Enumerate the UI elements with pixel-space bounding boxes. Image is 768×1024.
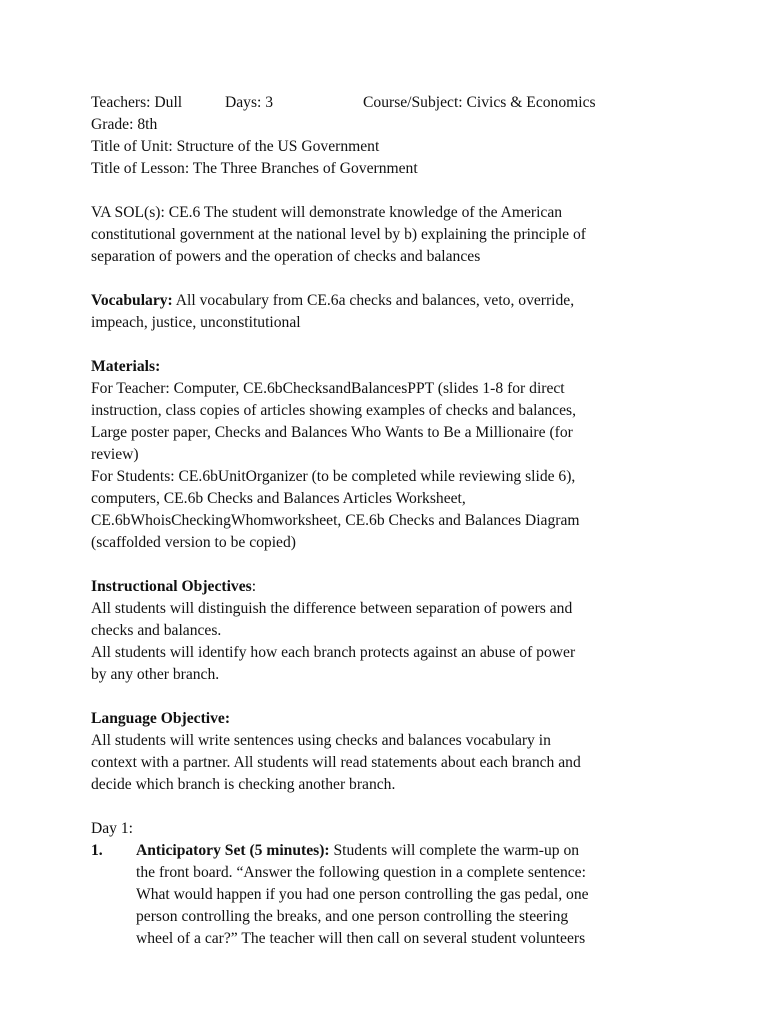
sol-line: VA SOL(s): CE.6 The student will demonstrate knowledge of the American — [91, 204, 563, 221]
vocabulary-section — [91, 290, 711, 334]
item-number: 1. — [91, 842, 103, 859]
materials-line: Large poster paper, Checks and Balances Who Wants to Be a Millionaire (for — [91, 424, 573, 441]
day1-list — [91, 840, 711, 950]
materials-section — [91, 356, 711, 554]
language-objective-line: All students will write sentences using checks and balances vocabulary in — [91, 732, 551, 749]
heading-colon: : — [251, 578, 257, 595]
materials-line: CE.6bWhoisCheckingWhomworksheet, CE.6b Checks and Balances Diagram — [91, 512, 580, 529]
materials-line: review) — [91, 446, 139, 463]
objective-line: checks and balances. — [91, 622, 222, 639]
grade-field: Grade: 8th — [91, 116, 158, 133]
teachers-field: Teachers: Dull — [91, 94, 183, 111]
lesson-title: Title of Lesson: The Three Branches of Government — [91, 160, 418, 177]
objective-line: All students will identify how each branch protects against an abuse of power — [91, 644, 576, 661]
item-text-line: person controlling the breaks, and one person controlling the steering — [136, 908, 569, 925]
materials-line: For Students: CE.6bUnitOrganizer (to be completed while reviewing slide 6), — [91, 468, 576, 485]
objective-line: by any other branch. — [91, 666, 220, 683]
days-field: Days: 3 — [225, 94, 274, 111]
materials-line: computers, CE.6b Checks and Balances Articles Worksheet, — [91, 490, 466, 507]
vocabulary-text: impeach, justice, unconstitutional — [91, 314, 301, 331]
item-text-line: the front board. “Answer the following question in a complete sentence: — [136, 864, 586, 881]
instructional-objectives-heading: Instructional Objectives — [91, 578, 252, 595]
materials-heading: Materials: — [91, 358, 161, 375]
materials-line: instruction, class copies of articles showing examples of checks and balances, — [91, 402, 576, 419]
vocabulary-label: Vocabulary: — [91, 292, 173, 309]
language-objective-line: context with a partner. All students will read statements about each branch and — [91, 754, 581, 771]
item-label: Anticipatory Set (5 minutes): — [136, 842, 330, 859]
item-text-line: What would happen if you had one person controlling the gas pedal, one — [136, 886, 589, 903]
header-row — [91, 92, 711, 114]
unit-title: Title of Unit: Structure of the US Government — [91, 138, 380, 155]
vocabulary-text: All vocabulary from CE.6a checks and balances, veto, override, — [172, 292, 575, 309]
course-field: Course/Subject: Civics & Economics — [363, 94, 596, 111]
language-objective-line: decide which branch is checking another branch. — [91, 776, 396, 793]
list-item — [91, 840, 711, 950]
language-objective-section — [91, 708, 711, 796]
sol-line: separation of powers and the operation of checks and balances — [91, 248, 481, 265]
day1-heading: Day 1: — [91, 820, 134, 837]
day1-section — [91, 818, 711, 950]
language-objective-heading: Language Objective: — [91, 710, 231, 727]
instructional-objectives-section — [91, 576, 711, 686]
item-text: Students will complete the warm-up on — [329, 842, 580, 859]
materials-line: (scaffolded version to be copied) — [91, 534, 296, 551]
sol-section — [91, 202, 711, 268]
objective-line: All students will distinguish the difference between separation of powers and — [91, 600, 573, 617]
lesson-plan — [91, 92, 711, 950]
materials-line: For Teacher: Computer, CE.6bChecksandBalancesPPT (slides 1-8 for direct — [91, 380, 565, 397]
sol-line: constitutional government at the national level by b) explaining the principle of — [91, 226, 586, 243]
item-text-line: wheel of a car?” The teacher will then call on several student volunteers — [136, 930, 586, 947]
